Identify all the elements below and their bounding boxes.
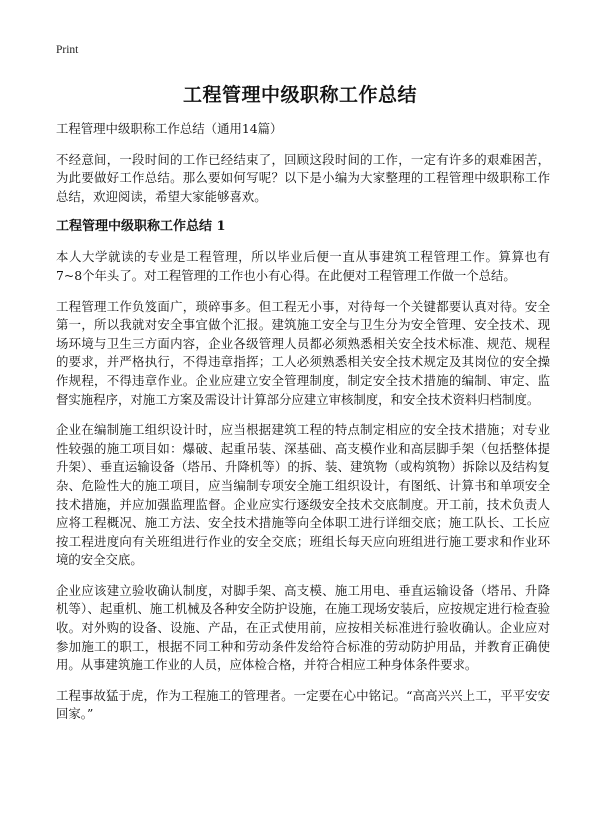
- section-heading: 工程管理中级职称工作总结 1: [56, 219, 226, 235]
- body-paragraph-3: 企业在编制施工组织设计时，应当根据建筑工程的特点制定相应的安全技术措施；对专业性较强的施工项目如：爆破、起重吊装、深基础、高支模作业和高层脚手架（包括整体提升架）、垂直运输设备（塔吊、升降机等）的拆、装、建筑物（或构筑物）拆除以及结构复杂、危险性大的施工项目，应当编制专项安全施工组织设计，有图纸、计算书和单项安全技术措施，并应加强监理监督。企业应实行逐级安全技术交底制度。开工前，技术负责人应将工程概况、施工方法、安全技术措施等向全体职工进行详细交底；施工队长、工长应按工程进度向有关班组进行作业的安全交底；班组长每天应向班组进行施工要求和作业环境的安全交底。: [56, 422, 550, 568]
- body-paragraph-1: 本人大学就读的专业是工程管理，所以毕业后便一直从事建筑工程管理工作。算算也有7~8个年头了。对工程管理的工作也小有心得。在此便对工程管理工作做一个总结。: [56, 249, 550, 283]
- body-paragraph-5: 工程事故猛于虎，作为工程施工的管理者。一定要在心中铭记。“高高兴兴上工，平平安安回家。”: [56, 687, 550, 722]
- print-label: Print: [56, 44, 79, 56]
- document-subtitle: 工程管理中级职称工作总结（通用14篇）: [56, 121, 283, 136]
- body-paragraph-2: 工程管理工作负笈面广，琐碎事多。但工程无小事，对待每一个关键都要认真对待。安全第一，所以我就对安全事宜做个汇报。建筑施工安全与卫生分为安全管理、安全技术、现场环境与卫生三方面内容，企业各级管理人员都必须熟悉相关安全技术标准、规范、规程的要求，并严格执行，不得违章指挥；工人必须熟悉相关安全技术规定及其岗位的安全操作规程，不得违章作业。企业应建立安全管理制度，制定安全技术措施的编制、审定、监督实施程序，对施工方案及需设计计算部分应建立审核制度，和安全技术资料归档制度。: [56, 298, 550, 407]
- intro-paragraph: 不经意间，一段时间的工作已经结束了，回顾这段时间的工作，一定有许多的艰难困苦，为此要做好工作总结。那么要如何写呢？以下是小编为大家整理的工程管理中级职称工作总结，欢迎阅读，希望大家能够喜欢。: [56, 151, 550, 204]
- body-paragraph-4: 企业应该建立验收确认制度，对脚手架、高支模、施工用电、垂直运输设备（塔吊、升降机等）、起重机、施工机械及各种安全防护设施，在施工现场安装后，应按规定进行检查验收。对外购的设备、设施、产品，在正式使用前，应按相关标准进行验收确认。企业应对参加施工的职工，根据不同工种和劳动条件发给符合标准的劳动防护用品，并教育正确使用。从事建筑施工作业的人员，应体检合格，并符合相应工种身体条件要求。: [56, 582, 550, 673]
- document-title: 工程管理中级职称工作总结: [182, 84, 417, 106]
- document-body: [56, 120, 550, 736]
